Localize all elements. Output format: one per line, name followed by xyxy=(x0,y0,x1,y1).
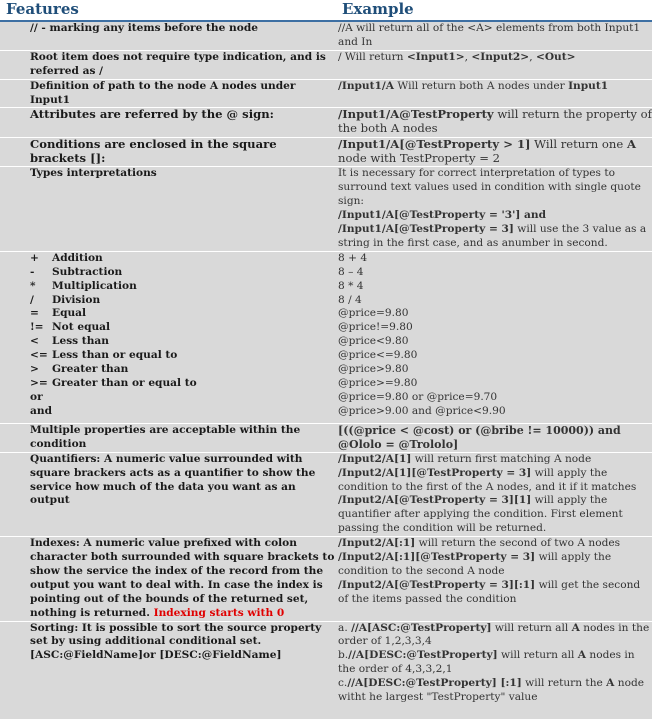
header-example: Example xyxy=(336,0,652,21)
example-text: will return first matching A node xyxy=(411,452,592,465)
feature-cell xyxy=(0,537,336,621)
operators-cell xyxy=(0,251,336,423)
operator-symbol: < xyxy=(30,335,39,348)
feature-text: Indexes: A numeric value prefixed with colon character both surrounded with square brackets to show the service the index of the record from the output you want to deal with. In case the index is pointing out of the bounds of the returned set, nothing is returned. xyxy=(30,537,335,619)
example-code: /Input2/A[:1][@TestProperty = 3] xyxy=(338,551,536,564)
example-text: will use the 3 value as a string in the first case, and as anumber in second. xyxy=(338,223,647,249)
operator-item xyxy=(30,405,336,419)
example-text: will return the xyxy=(521,677,607,690)
operator-name: Division xyxy=(52,293,101,306)
operator-item xyxy=(30,335,336,349)
operator-name: Subtraction xyxy=(52,265,123,278)
feature-cell: Quantifiers: A numeric value surrounded with square brackers acts as a quantifier to show the service how much of the data you want as an output xyxy=(0,452,336,536)
operator-name: Multiplication xyxy=(52,279,137,292)
operator-example: 8 * 4 xyxy=(338,279,364,292)
operator-symbol: > xyxy=(30,363,39,375)
operator-symbol: and xyxy=(30,404,52,417)
example-text: a. xyxy=(338,621,352,634)
example-text: will return the property of the both A nodes xyxy=(338,107,652,136)
example-text: b. xyxy=(338,649,349,662)
example-code: /Input1/A[@TestProperty = 3] xyxy=(338,223,514,236)
example-text: will get the second of the items passed the condition xyxy=(338,578,641,605)
example-cell xyxy=(336,621,652,719)
example-code: /Input1/A xyxy=(338,79,394,92)
table-row xyxy=(0,21,652,50)
operators-row xyxy=(0,251,652,423)
example-text: c. xyxy=(338,677,348,690)
operator-item xyxy=(30,307,336,321)
example-cell xyxy=(336,138,652,167)
operator-example: @price=9.80 xyxy=(338,307,409,320)
example-text: will apply the quantifier after applying the condition. First element passing the condition will be returned. xyxy=(338,494,623,535)
example-code: /Input2/A[1][@TestProperty = 3] xyxy=(338,466,532,479)
operator-symbol: * xyxy=(30,279,36,292)
operator-name: Not equal xyxy=(52,321,111,334)
example-code: A xyxy=(571,621,580,634)
example-text: node witht he largest "TestProperty" value xyxy=(338,677,645,704)
example-code: //A[ASC:@TestProperty] xyxy=(351,621,492,634)
example-cell xyxy=(336,50,652,79)
operator-example: @price<9.80 xyxy=(338,335,409,348)
operator-example: @price>9.80 xyxy=(338,363,409,375)
operator-name: Greater than or equal to xyxy=(52,376,197,389)
operator-name: Less than xyxy=(52,335,109,348)
operator-item xyxy=(30,280,336,294)
example-code: <Input2> xyxy=(471,50,530,63)
example-text: , xyxy=(464,50,472,63)
operator-symbol: >= xyxy=(30,376,48,389)
operator-symbol: <= xyxy=(30,349,48,362)
example-cell xyxy=(336,452,652,536)
operator-example: @price<=9.80 xyxy=(338,349,418,362)
example-text: will return the second of two A nodes xyxy=(415,537,621,550)
example-text: nodes in the order of 4,3,3,2,1 xyxy=(338,649,635,676)
operator-item xyxy=(30,391,336,405)
operator-item xyxy=(30,266,336,280)
example-code: /Input2/A[@TestProperty = 3][1] xyxy=(338,494,532,507)
operator-symbol: != xyxy=(30,321,44,334)
table-row xyxy=(0,79,652,108)
operator-example: 8 – 4 xyxy=(338,265,364,278)
example-cell: [((@price < @cost) or (@bribe != 10000)) and @Ololo = @Trololo] xyxy=(336,423,652,452)
operator-example: @price=9.80 or @price=9.70 xyxy=(338,390,498,403)
example-text: Will return both A nodes under xyxy=(394,79,569,92)
example-text: will apply the condition to the second A node xyxy=(338,551,612,577)
indexing-note: Indexing starts with 0 xyxy=(153,606,285,619)
example-code: A xyxy=(626,137,636,152)
example-code: /Input2/A[:1] xyxy=(338,537,416,550)
example-code: /Input1/A[@TestProperty = '3'] and xyxy=(338,209,547,222)
example-text: It is necessary for correct interpretation of types to surround text values used in condition with single quote sign: xyxy=(338,167,641,208)
table-row xyxy=(0,621,652,719)
operator-item xyxy=(30,321,336,335)
operator-item xyxy=(30,294,336,308)
feature-cell: Attributes are referred by the @ sign: xyxy=(0,108,336,138)
example-text: node with TestProperty = 2 xyxy=(338,151,500,166)
table-row xyxy=(0,108,652,138)
feature-cell: Sorting: It is possible to sort the source property set by using additional conditional set. [ASC:@FieldName]or [DESC:@FieldName] xyxy=(0,621,336,719)
example-code: <Out> xyxy=(535,50,576,63)
operator-list xyxy=(30,252,336,419)
feature-cell: Root item does not require type indication, and is referred as / xyxy=(0,50,336,79)
example-code: A xyxy=(606,677,615,690)
example-text: will apply the condition to the first of the A nodes, and it if it matches xyxy=(338,466,637,493)
table-row xyxy=(0,138,652,167)
feature-cell: Definition of path to the node A nodes under Input1 xyxy=(0,79,336,108)
operator-example: 8 / 4 xyxy=(338,293,362,306)
table-row xyxy=(0,423,652,452)
operator-symbol: / xyxy=(30,293,34,306)
operator-item xyxy=(30,252,336,266)
example-cell xyxy=(336,167,652,251)
operator-example: @price>=9.80 xyxy=(338,376,418,389)
example-code: /Input2/A[@TestProperty = 3][:1] xyxy=(338,578,536,591)
operator-example: 8 + 4 xyxy=(338,251,368,264)
example-code: /Input1/A@TestProperty xyxy=(338,107,494,122)
operator-symbol: + xyxy=(30,251,39,264)
operator-item xyxy=(30,349,336,363)
operator-example: @price!=9.80 xyxy=(338,321,413,334)
operator-name: Greater than xyxy=(52,363,129,375)
example-text: will return all xyxy=(497,649,578,662)
table-row xyxy=(0,537,652,621)
operator-example: @price>9.00 and @price<9.90 xyxy=(338,404,506,417)
table-row xyxy=(0,50,652,79)
table-row xyxy=(0,167,652,251)
header-features: Features xyxy=(0,0,336,21)
table-header-row xyxy=(0,0,652,21)
operator-symbol: = xyxy=(30,307,39,320)
table-row xyxy=(0,452,652,536)
example-text: , xyxy=(529,50,536,63)
operator-item xyxy=(30,363,336,377)
example-text: nodes in the order of 1,2,3,3,4 xyxy=(338,621,650,648)
example-code: Input1 xyxy=(568,79,609,92)
example-cell xyxy=(336,537,652,621)
operator-item xyxy=(30,377,336,391)
feature-cell: Types interpretations xyxy=(0,167,336,251)
operators-example-cell xyxy=(336,251,652,423)
example-text: will return all xyxy=(491,621,572,634)
example-code: //A[DESC:@TestProperty] xyxy=(348,649,498,662)
example-code: /Input2/A[1] xyxy=(338,452,412,465)
example-code: //A[DESC:@TestProperty] [:1] xyxy=(347,677,522,690)
example-code: A xyxy=(577,649,586,662)
example-cell: //A will return all of the <A> elements from both Input1 and In xyxy=(336,21,652,50)
example-code: /Input1/A[@TestProperty > 1] xyxy=(338,137,531,152)
example-text: Will return one xyxy=(530,137,627,152)
feature-cell: Multiple properties are acceptable within the condition xyxy=(0,423,336,452)
operator-examples xyxy=(338,251,652,417)
feature-cell: // - marking any items before the node xyxy=(0,21,336,50)
operator-symbol: or xyxy=(30,390,43,403)
example-cell xyxy=(336,79,652,108)
operator-symbol: - xyxy=(30,265,35,278)
operator-name: Less than or equal to xyxy=(52,349,178,362)
example-code: <Input1> xyxy=(406,50,465,63)
operator-name: Addition xyxy=(52,251,103,264)
feature-cell: Conditions are enclosed in the square brackets []: xyxy=(0,138,336,167)
example-cell xyxy=(336,108,652,138)
operator-name: Equal xyxy=(52,307,87,320)
example-text: / Will return xyxy=(338,50,407,63)
